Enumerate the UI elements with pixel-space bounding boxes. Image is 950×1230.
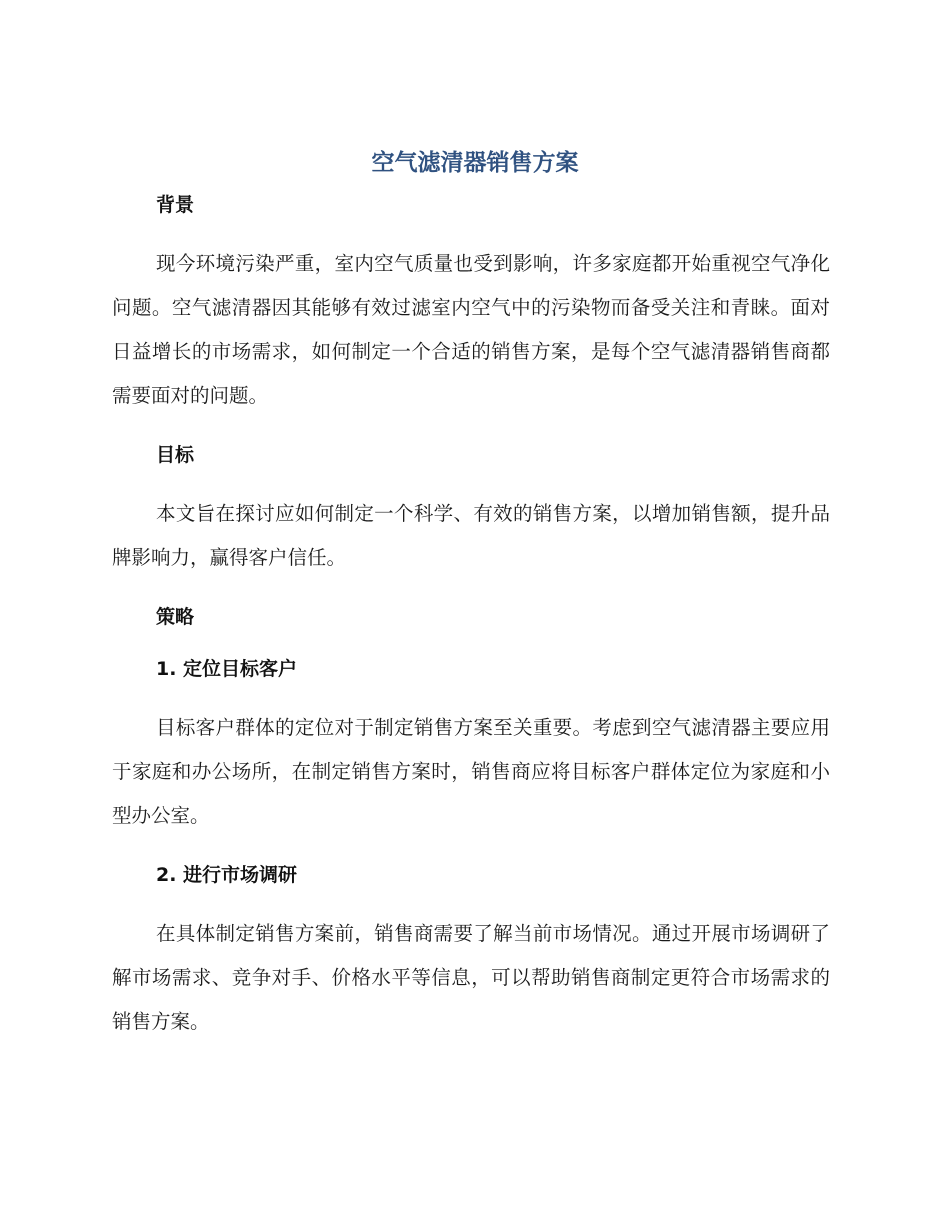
- section-paragraph-goal: 本文旨在探讨应如何制定一个科学、有效的销售方案，以增加销售额，提升品牌影响力，赢得客户信任。: [112, 502, 830, 569]
- section-heading-background: 背景: [156, 194, 195, 216]
- section-paragraph-strategy-1: 目标客户群体的定位对于制定销售方案至关重要。考虑到空气滤清器主要应用于家庭和办公场所，在制定销售方案时，销售商应将目标客户群体定位为家庭和小型办公室。: [112, 716, 830, 827]
- section-paragraph-strategy-2: 在具体制定销售方案前，销售商需要了解当前市场情况。通过开展市场调研了解市场需求、竞争对手、价格水平等信息，可以帮助销售商制定更符合市场需求的销售方案。: [112, 922, 830, 1033]
- document-title: 空气滤清器销售方案: [371, 150, 579, 176]
- section-heading-goal: 目标: [156, 444, 195, 466]
- section-paragraph-background: 现今环境污染严重，室内空气质量也受到影响，许多家庭都开始重视空气净化问题。空气滤清器因其能够有效过滤室内空气中的污染物而备受关注和青睐。面对日益增长的市场需求，如何制定一个合适的销售方案，是每个空气滤清器销售商都需要面对的问题。: [112, 252, 830, 407]
- section-heading-strategy-1: 1. 定位目标客户: [156, 658, 298, 680]
- document-body: [112, 190, 830, 1044]
- section-heading-strategy-2: 2. 进行市场调研: [156, 864, 298, 886]
- section-heading-strategy: 策略: [156, 606, 195, 628]
